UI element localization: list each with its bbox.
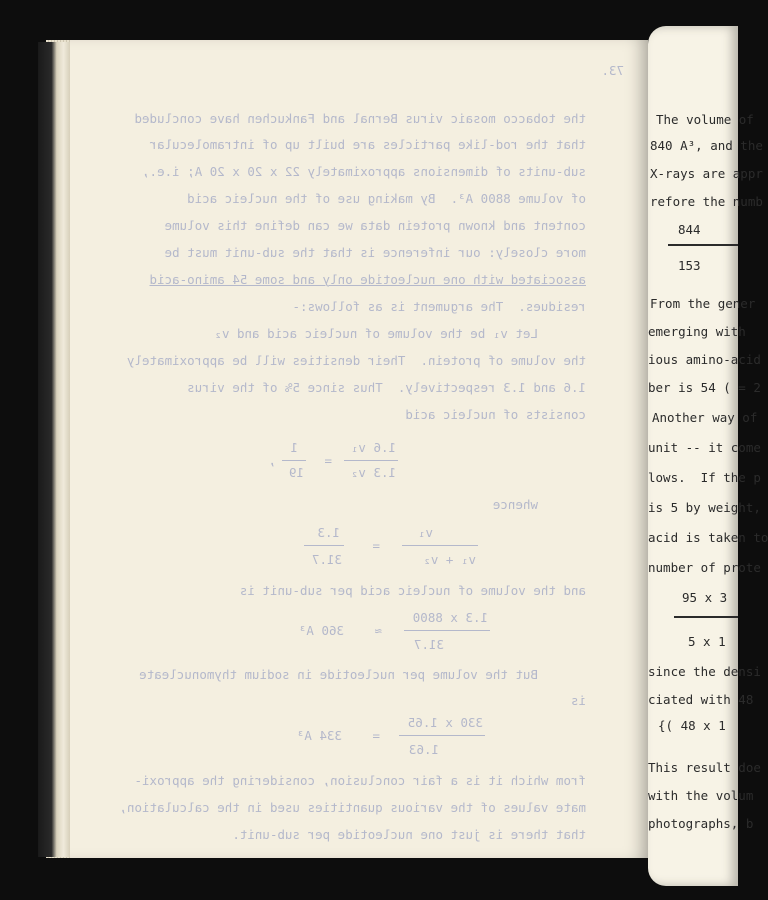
eq3-den: 31.7 bbox=[413, 637, 444, 652]
text-line: ber is 54 ( = 2 bbox=[648, 380, 761, 395]
eq1-rel: = bbox=[324, 453, 332, 468]
text-line: But the volume per nucleotide in sodium thymonucleate bbox=[139, 667, 538, 682]
eq2-lhs-bar bbox=[402, 545, 478, 546]
eq1-rhs-num: 1 bbox=[290, 440, 298, 455]
eq2-rhs-num: 1.3 bbox=[317, 525, 340, 540]
text-line: Let v₁ be the volume of nucleic acid and v₂ bbox=[214, 326, 538, 341]
show-through-text bbox=[70, 40, 648, 858]
eq2-rel: = bbox=[372, 538, 380, 553]
text-line: is bbox=[570, 693, 586, 708]
text-line: lows. If the p bbox=[648, 470, 761, 485]
text-line: since the densi bbox=[648, 664, 761, 679]
eq2-rhs-den: 31.7 bbox=[311, 552, 342, 567]
fraction-bar bbox=[668, 244, 738, 246]
text-line: This result doe bbox=[648, 760, 761, 775]
page-number: 73. bbox=[601, 63, 624, 78]
text-line: refore the numb bbox=[650, 194, 763, 209]
fraction-numerator: 844 bbox=[678, 222, 701, 237]
text-line: number of prote bbox=[648, 560, 761, 575]
text-line: ious amino-acid bbox=[648, 352, 761, 367]
text-line: ciated with 48 bbox=[648, 692, 754, 707]
text-line: that there is just one nucleotide per sub-unit. bbox=[232, 827, 586, 842]
text-line: unit -- it come bbox=[648, 440, 761, 455]
text-line: from which it is a fair conclusion, considering the approxi- bbox=[134, 773, 586, 788]
eq1-rhs-den: 19 bbox=[288, 465, 304, 480]
text-line: more closely: our inference is that the sub-unit must be bbox=[164, 245, 586, 260]
whence-text: whence bbox=[492, 497, 538, 512]
text-line: is 5 by weight, bbox=[648, 500, 761, 515]
fraction-denominator: 153 bbox=[678, 258, 701, 273]
eq2-rhs-bar bbox=[304, 545, 344, 546]
text-line: The volume of bbox=[656, 112, 754, 127]
text-line: Another way of bbox=[652, 410, 758, 425]
text-line: of volume 8800 A³. By making use of the nucleic acid bbox=[187, 191, 586, 206]
eq4-result: 334 A³ bbox=[296, 728, 342, 743]
text-line: 1.6 and 1.3 respectively. Thus since 5% of the virus bbox=[187, 380, 586, 395]
text-line: acid is taken to bbox=[648, 530, 768, 545]
book-binding bbox=[38, 42, 72, 857]
eq3-num: 1.3 x 8800 bbox=[412, 610, 488, 625]
eq4-bar bbox=[399, 735, 485, 736]
eq3-bar bbox=[404, 630, 490, 631]
text-line: emerging with bbox=[648, 324, 746, 339]
text-line: From the gener bbox=[650, 296, 756, 311]
text-line: that the rod-like particles are built up of intramolecular bbox=[149, 137, 586, 152]
text-line: X-rays are appr bbox=[650, 166, 763, 181]
fraction-numerator: 95 x 3 bbox=[682, 590, 728, 605]
eq3-rel: ≈ bbox=[374, 623, 382, 638]
text-line: content and known protein data we can define this volume bbox=[164, 218, 586, 233]
fraction-denominator: 5 x 1 bbox=[688, 634, 726, 649]
text-line: residues. The argument is as follows:- bbox=[292, 299, 586, 314]
text-line: the tobacco mosaic virus Bernal and Fankuchen have concluded bbox=[134, 111, 586, 126]
text-line: with the volum bbox=[648, 788, 754, 803]
eq4-den: 1.63 bbox=[408, 742, 439, 757]
text-line: the volume of protein. Their densities will be approximately bbox=[126, 353, 586, 368]
eq1-lhs-den: 1.3 v₂ bbox=[350, 465, 396, 480]
text-line: 840 A³, and the bbox=[650, 138, 763, 153]
text-line: photographs, b bbox=[648, 816, 754, 831]
eq4-num: 330 x 1.65 bbox=[407, 715, 483, 730]
eq1-lhs-num: 1.6 v₁ bbox=[350, 440, 396, 455]
text-line-underlined: {( 48 x 1 bbox=[658, 718, 726, 733]
fraction-bar bbox=[674, 616, 738, 618]
text-line: and the volume of nucleic acid per sub-unit is bbox=[239, 583, 586, 598]
eq2-lhs-num: v₁ bbox=[417, 525, 433, 540]
right-page bbox=[648, 26, 768, 886]
eq2-lhs-den: v₁ + v₂ bbox=[423, 552, 476, 567]
eq4-rel: = bbox=[372, 728, 380, 743]
text-line: mate values of the various quantities used in the calculation, bbox=[119, 800, 586, 815]
eq1-tail: , bbox=[268, 453, 276, 468]
text-line: sub-units of dimensions approximately 22 x 20 x 20 A; i.e., bbox=[141, 164, 586, 179]
text-line: consists of nucleic acid bbox=[405, 407, 586, 422]
left-page bbox=[70, 40, 648, 858]
text-line-underlined: associated with one nucleotide only and some 54 amino-acid bbox=[149, 272, 586, 287]
eq3-result: 360 A³ bbox=[298, 623, 344, 638]
